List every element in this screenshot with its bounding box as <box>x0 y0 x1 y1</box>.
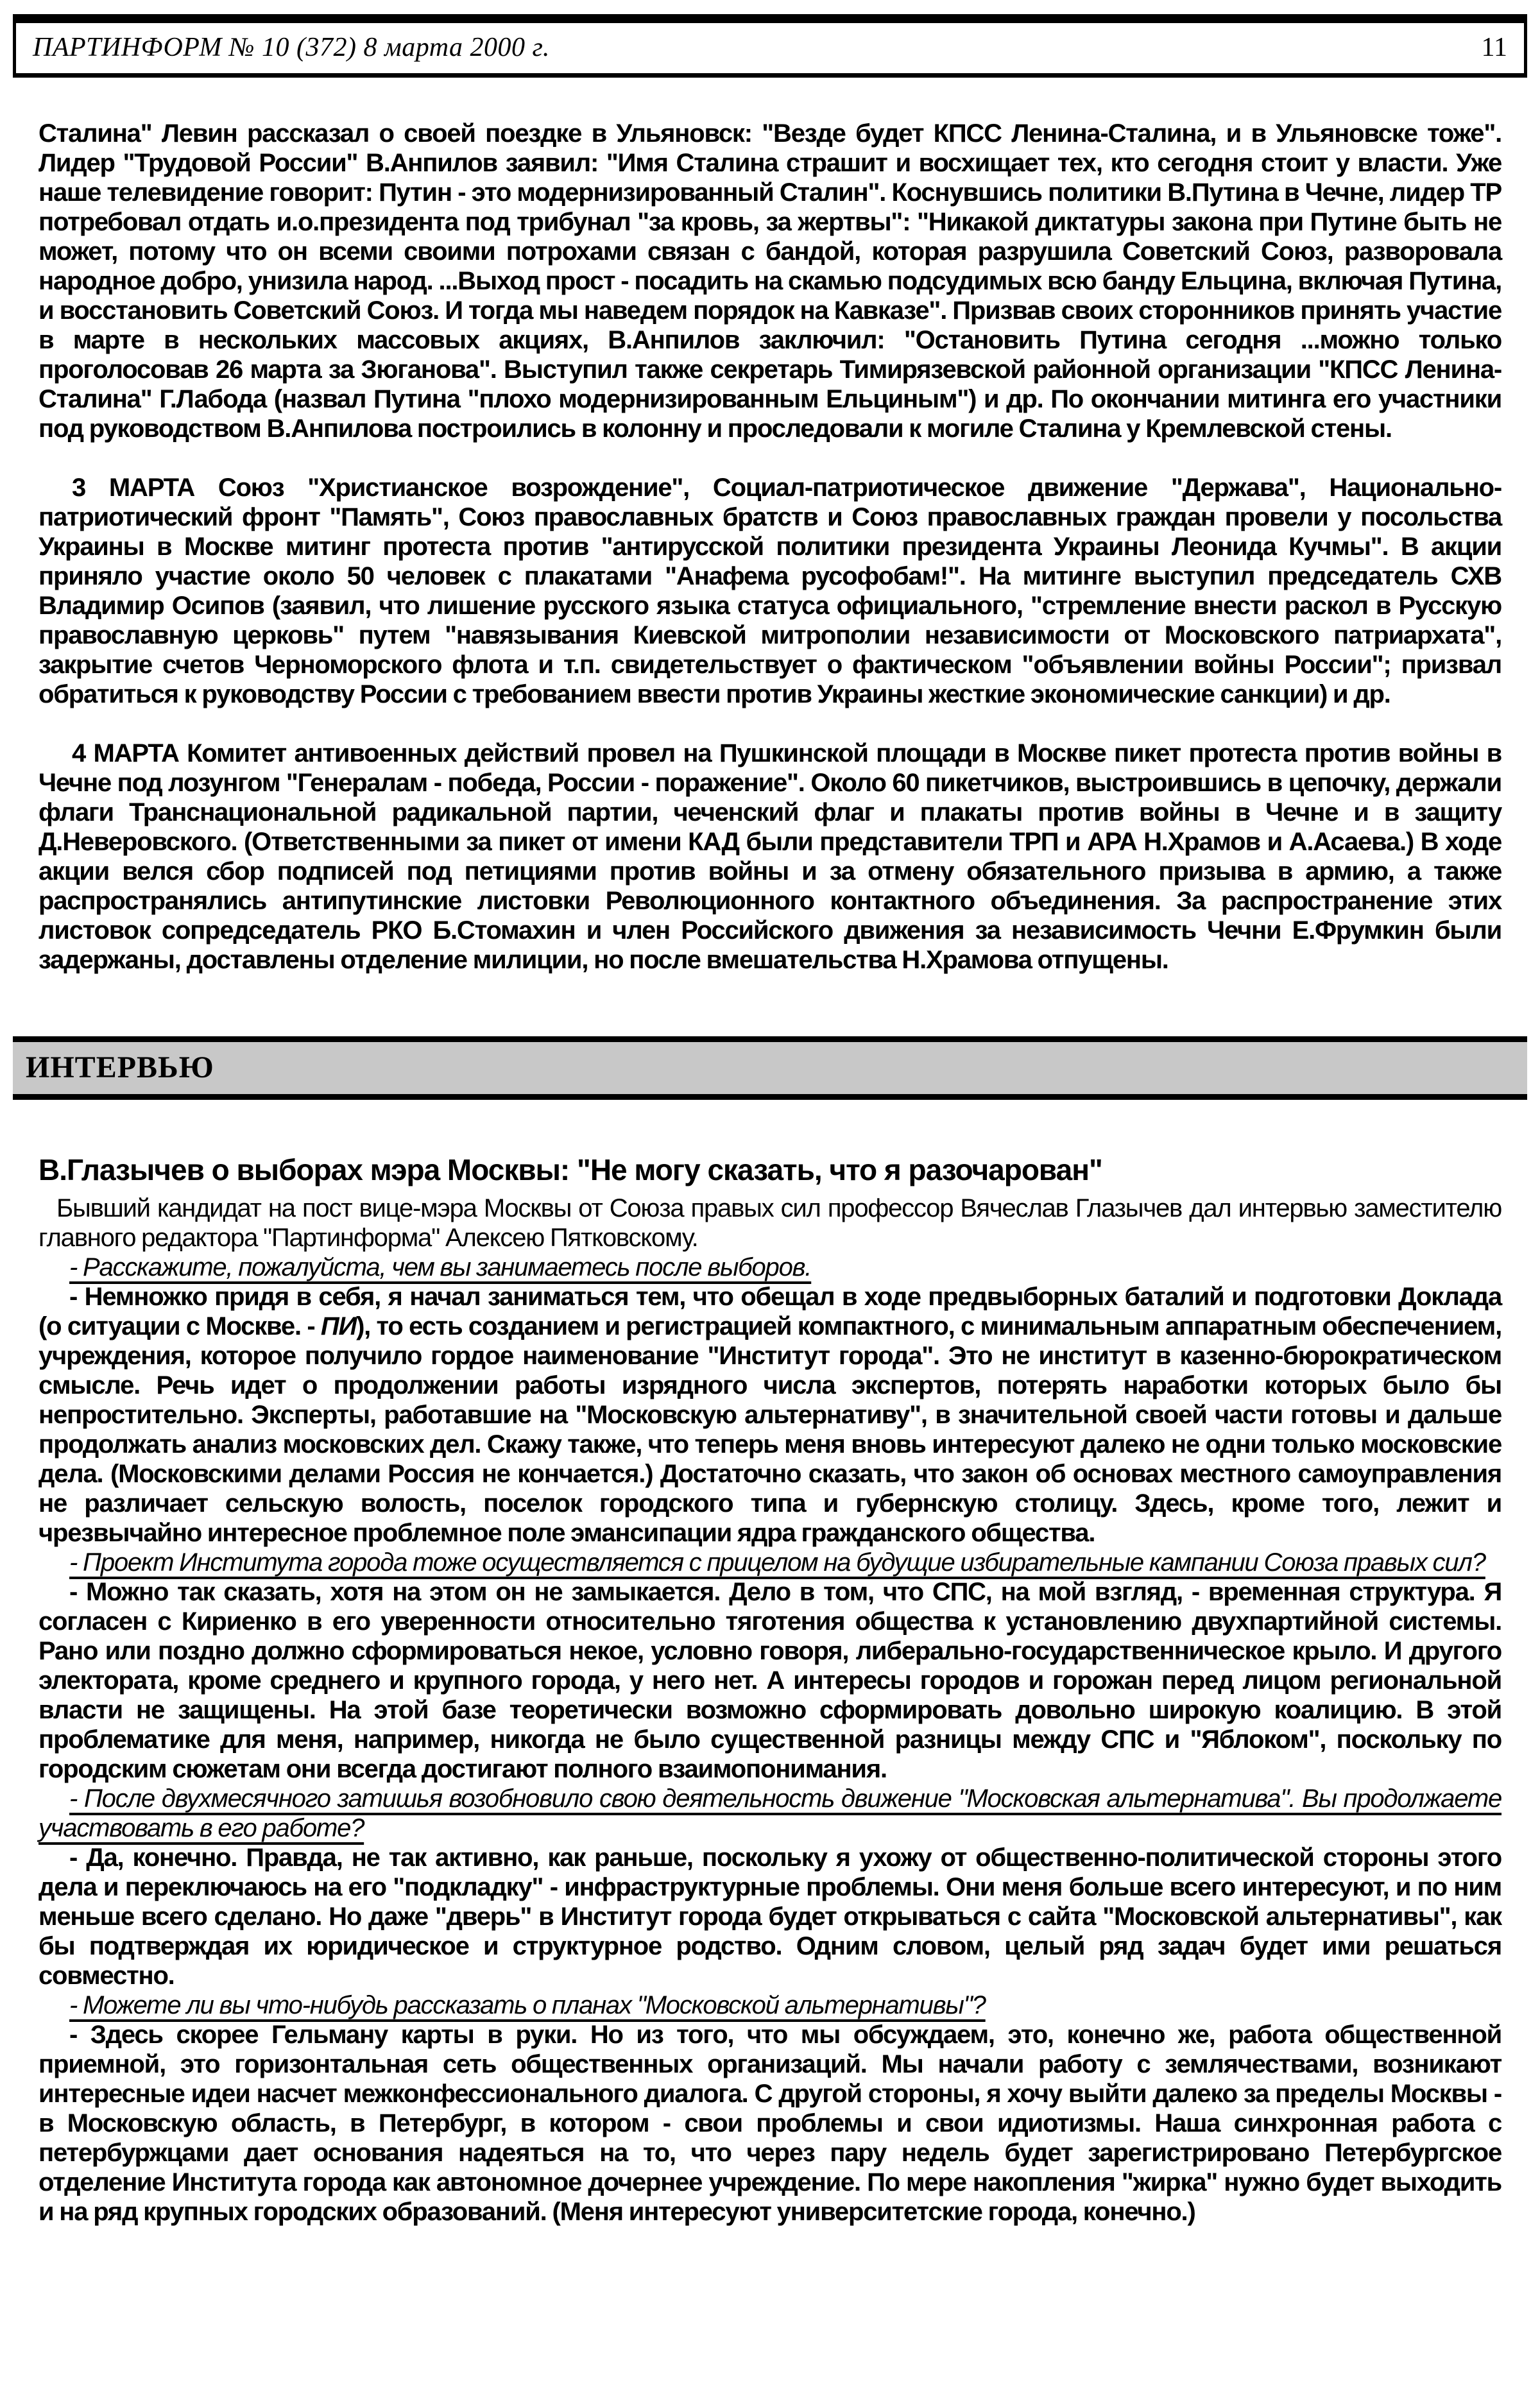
interview-section <box>38 1152 1502 2227</box>
news-paragraph-march-3: 3 МАРТА Союз "Христианское возрождение", Социал-патриотическое движение "Держава", Национально-патриотический фронт "Память", Союз православных братств и Союз православных граждан провели у посольства Украины в Москве митинг протеста против "антирусской политики президента Украины Леонида Кучмы". В акции приняло участие около 50 человек с плакатами "Анафема русофобам!". На митинге выступил председатель СХВ Владимир Осипов (заявил, что лишение русского языка статуса официального, "стремление внести раскол в Русскую православную церковь" путем "навязывания Киевской митрополии независимости от Московского патриархата", закрытие счетов Черноморского флота и т.п. свидетельствует о фактическом "объявлении войны России"; призвал обратиться к руководству России с требованием ввести против Украины жесткие экономические санкции) и др. <box>38 474 1502 708</box>
newsletter-page <box>0 14 1540 2227</box>
section-title: ИНТЕРВЬЮ <box>26 1050 214 1084</box>
answer-text: - Немножко придя в себя, я начал заниматься тем, что обещал в ходе предвыборных баталий и подготовки Доклада (о ситуации с Москве. - <box>38 1283 1502 1340</box>
interview-title: В.Глазычев о выборах мэра Москвы: "Не могу сказать, что я разочарован" <box>38 1153 1102 1186</box>
issue-line: ПАРТИНФОРМ № 10 (372) 8 марта 2000 г. <box>33 33 550 62</box>
answer-paragraph <box>38 1282 1502 1548</box>
question-paragraph: - Можете ли вы что-нибудь рассказать о планах "Московской альтернативы"? <box>69 1991 986 2019</box>
question-paragraph: - После двухмесячного затишья возобновило свою деятельность движение "Московская альтернатива". Вы продолжаете участвовать в его работе? <box>38 1784 1502 1842</box>
news-paragraph-march-4: 4 МАРТА Комитет антивоенных действий провел на Пушкинской площади в Москве пикет протеста против войны в Чечне под лозунгом "Генералам - победа, России - поражение". Около 60 пикетчиков, выстроившись в цепочку, держали флаги Транснациональной радикальной партии, чеченский флаг и плакаты против войны в Чечне и в защиту Д.Неверовского. (Ответственными за пикет от имени КАД были представители ТРП и АРА Н.Храмов и А.Асаева.) В ходе акции велся сбор подписей под петициями против войны и за отмену обязательного призыва в армию, а также распространялись антипутинские листовки Революционного контактного объединения. За распространение этих листовок сопредседатель РКО Б.Стомахин и член Российского движения за независимость Чечни Е.Фрумкин были задержаны, доставлены отделение милиции, но после вмешательства Н.Храмова отпущены. <box>38 739 1502 974</box>
answer-paragraph: - Да, конечно. Правда, не так активно, как раньше, поскольку я ухожу от общественно-политической стороны этого дела и переключаюсь на его "подкладку" - инфраструктурные проблемы. Они меня больше всего интересуют, и по ним меньше всего сделано. Но даже "дверь" в Институт города будет открываться с сайта "Московской альтернативы", как бы подтверждая их юридическое и структурное родство. Одним словом, целый ряд задач будет ими решаться совместно. <box>38 1844 1502 1990</box>
interview-lead: Бывший кандидат на пост вице-мэра Москвы от Союза правых сил профессор Вячеслав Глазычев дал интервью заместителю главного редактора "Партинформа" Алексею Пятковскому. <box>38 1194 1502 1252</box>
answer-text: ), то есть созданием и регистрацией компактного, с минимальным аппаратным обеспечением, учреждения, которое получило гордое наименование "Институт города". Это не институт в казенно-бюрократическом смысле. Речь идет о продолжении работы изрядного числа экспертов, потерять наработки которых было бы непростительно. Эксперты, работавшие на "Московскую альтернативу", в значительной своей части готовы и дальше продолжать анализ московских дел. Скажу также, что теперь меня вновь интересуют далеко не одни только московские дела. (Московскими делами Россия не кончается.) Достаточно сказать, что закон об основах местного самоуправления не различает сельскую волость, поселок городского типа и губернскую столицу. Здесь, кроме того, лежит и чрезвычайно интересное проблемное поле эмансипации ядра гражданского общества. <box>38 1312 1502 1547</box>
question-paragraph: - Проект Института города тоже осуществляется с прицелом на будущие избирательные кампании Союза правых сил? <box>69 1548 1485 1577</box>
question-paragraph: - Расскажите, пожалуйста, чем вы занимаетесь после выборов. <box>69 1253 812 1281</box>
answer-paragraph: - Здесь скорее Гельману карты в руки. Но из того, что мы обсуждаем, это, конечно же, работа общественной приемной, это горизонтальная сеть общественных организаций. Мы начали работу с землячествами, возникают интересные идеи насчет межконфессионального диалога. С другой стороны, я хочу выйти далеко за пределы Москвы - в Московскую область, в Петербург, в котором - свои проблемы и свои идиотизмы. Наша синхронная работа с петербуржцами дает основания надеяться на то, что через пару недель будет зарегистрировано Петербургское отделение Института города как автономное дочернее учреждение. По мере накопления "жирка" нужно будет выходить и на ряд крупных городских образований. (Меня интересуют университетские города, конечно.) <box>38 2021 1502 2226</box>
news-paragraph-continued: Сталина" Левин рассказал о своей поездке в Ульяновск: "Везде будет КПСС Ленина-Сталина, и в Ульяновске тоже". Лидер "Трудовой России" В.Анпилов заявил: "Имя Сталина страшит и восхищает тех, кто сегодня стоит у власти. Уже наше телевидение говорит: Путин - это модернизированный Сталин". Коснувшись политики В.Путина в Чечне, лидер ТР потребовал отдать и.о.президента под трибунал "за кровь, за жертвы": "Никакой диктатуры закона при Путине быть не может, потому что он всеми своими потрохами связан с бандой, которая разрушила Советский Союз, разворовала народное добро, унизила народ. ...Выход прост - посадить на скамью подсудимых всю банду Ельцина, включая Путина, и восстановить Советский Союз. И тогда мы наведем порядок на Кавказе". Призвав своих сторонников принять участие в марте в нескольких массовых акциях, В.Анпилов заключил: "Остановить Путина сегодня ...можно только проголосовав 26 марта за Зюганова". Выступил также секретарь Тимирязевской районной организации "КПСС Ленина-Сталина" Г.Лабода (назвал Путина "плохо модернизированным Ельциным") и др. По окончании митинга его участники под руководством В.Анпилова построились в колонну и проследовали к могиле Сталина у Кремлевской стены. <box>38 119 1502 443</box>
answer-paragraph: - Можно так сказать, хотя на этом он не замыкается. Дело в том, что СПС, на мой взгляд, - временная структура. Я согласен с Кириенко в его уверенности относительно тяготения общества к установлению двухпартийной системы. Рано или поздно должно сформироваться некое, условно говоря, либерально-государственническое крыло. И другого электората, кроме среднего и крупного города, у него нет. А интересы городов и горожан перед лицом региональной власти не защищены. На этой базе теоретически возможно сформировать довольно широкую коалицию. В этой проблематике для меня, например, никогда не было существенной разницы между СПС и "Яблоком", поскольку по городским сюжетам они всегда достигают полного взаимопонимания. <box>38 1578 1502 1783</box>
news-section <box>38 119 1502 975</box>
masthead <box>13 14 1527 78</box>
section-bar <box>13 1036 1527 1100</box>
page-number: 11 <box>1481 33 1507 62</box>
editorial-note: ПИ <box>320 1312 357 1340</box>
